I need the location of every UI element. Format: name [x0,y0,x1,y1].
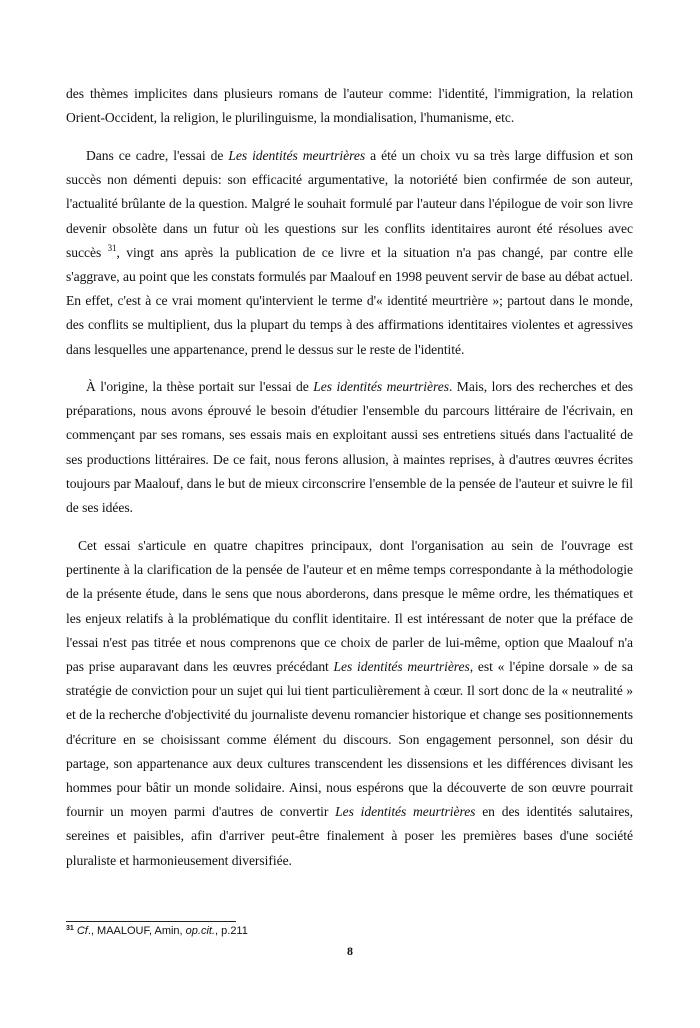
paragraph-text: , vingt ans après la publication de ce livre et la situation n'a pas changé, par contre elle s'aggrave, au point que les constats formulés par Maalouf en 1998 peuvent servir de base au débat actuel. En effet, c'est à ce vrai moment qu'intervient le terme d'« identité meurtrière »; partout dans le monde, des conflits se multiplient, dus la plupart du temps à des affirmations identitaires violentes et agressives dans lesquelles une appartenance, prend le dessus sur le reste de l'identité. [66,244,633,357]
paragraph-continued [66,82,633,130]
paragraph-text: À l'origine, la thèse portait sur l'essai de [86,379,314,394]
page-number: 8 [347,944,353,958]
paragraph-text: a été un choix vu sa très large diffusion et son succès non démenti depuis: son efficacité argumentative, la notoriété bien confirmée de son auteur, l'actualité brûlante de la question. Malgré le souhait formulé par l'auteur dans l'épilogue de voir son livre devenir obsolète dans un futur où les questions sur les conflits identitaires auront été résolues avec succès [66,148,633,260]
book-title: Les identités meurtrières [335,804,476,820]
footnote [66,924,248,938]
footnote-opcit: op.cit. [185,925,216,937]
footnote-text: ., MAALOUF, Amin, [87,925,186,937]
footnote-number: 31 [66,925,74,932]
paragraph-text: , est « l'épine dorsale » de sa stratégie de conviction pour un sujet qui lui tient particulièrement à cœur. Il sort donc de la « neutralité » et de la recherche d'objectivité du journaliste devenu romancier historique et change ses positionnements d'écriture en se choisissant comme élément du discours. Son engagement personnel, son désir du partage, son appartenance aux deux cultures transcendent les dissensions et les différences divisant les hommes pour bâtir un monde solidaire. Ainsi, nous espérons que la découverte de son œuvre pourrait fournir un moyen parmi d'autres de convertir [66,659,634,820]
paragraph-text: Cet essai s'articule en quatre chapitres principaux, dont l'organisation au sein de l'ouvrage est pertinente à la clarification de la pensée de l'auteur et en même temps correspondante à la méthodologie de la présente étude, dans le sens que nous aborderons, dans presque le même ordre, les thématiques et les enjeux relatifs à la problématique du conflit identitaire. Il est intéressant de noter que la préface de l'essai n'est pas titrée et nous comprenons que ce choix de parler de lui-même, option que Maalouf n'a pas prise auparavant dans les œuvres précédant [66,538,633,675]
footnote-cf: Cf [76,925,88,937]
paragraph-text: des thèmes implicites dans plusieurs romans de l'auteur comme: l'identité, l'immigration, la relation Orient-Occident, la religion, le plurilinguisme, la mondialisation, l'humanisme, etc. [66,86,633,126]
paragraph-essay-structure [66,534,633,873]
paragraph-text: en des identités salutaires, sereines et paisibles, afin d'arriver peut-être finalement à poser les premières bases d'une société pluraliste et harmonieusement diversifiée. [66,804,634,868]
footnote-page: , p.211 [215,925,248,937]
book-title: Les identités meurtrières [228,148,366,163]
paragraph-text: . Mais, lors des recherches et des préparations, nous avons éprouvé le besoin d'étudier l'ensemble du parcours littéraire de l'écrivain, en commençant par ses romans, ses essais mais en exploitant aussi ses entretiens situés dans l'actualité de ses productions littéraires. De ce fait, nous ferons allusion, à maintes reprises, à d'autres œuvres écrites toujours par Maalouf, dans le but de mieux circonscrire l'ensemble de la pensée de l'auteur et suivre le fil de ses idées. [66,379,633,516]
book-title: Les identités meurtrières [333,659,470,675]
paragraph-text: Dans ce cadre, l'essai de [86,148,229,163]
footnote-reference[interactable]: 31 [107,242,117,253]
book-title: Les identités meurtrières [313,379,449,394]
footnote-separator [66,921,236,922]
paragraph-origin-of-thesis [66,375,633,520]
paragraph-choice-of-essay [66,144,633,362]
